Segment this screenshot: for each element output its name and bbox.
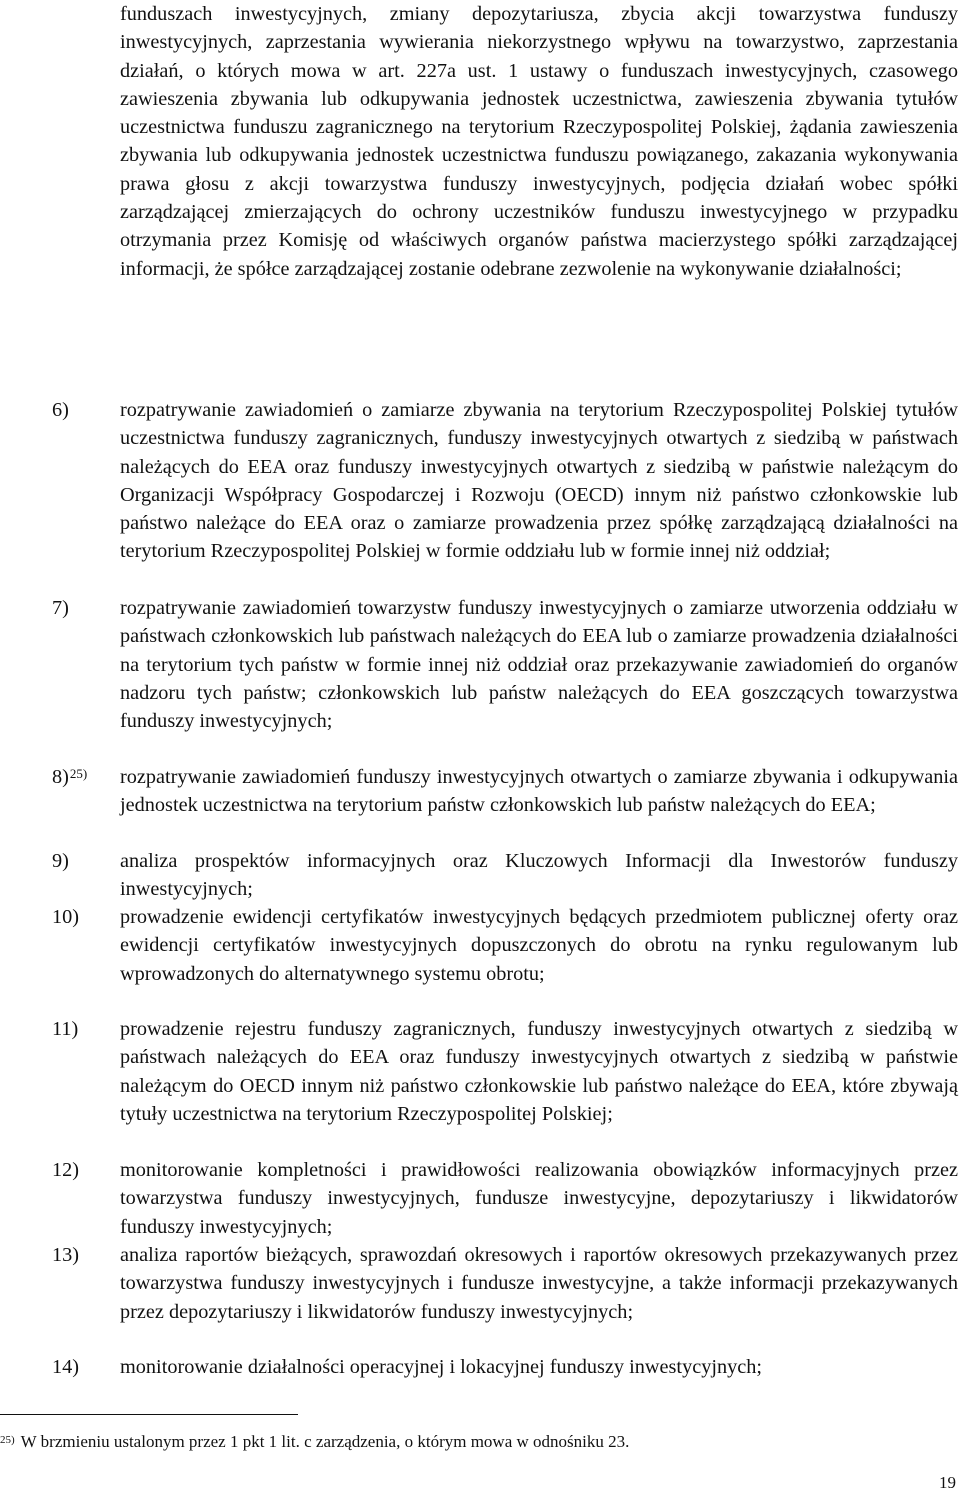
list-item-text: rozpatrywanie zawiadomień o zamiarze zbywania na terytorium Rzeczypospolitej Polskiej tytułów uczestnictwa funduszy zagranicznych, funduszy inwestycyjnych otwartych z siedzibą w państwach należących do EEA oraz funduszy inwestycyjnych otwartych z siedzibą w państwie należącym do Organizacji Współpracy Gospodarczej i Rozwoju (OECD) innym niż państwo członkowskie lub państwo należące do EEA oraz o zamiarze prowadzenia przez spółkę zarządzającą działalności na terytorium Rzeczypospolitej Polskiej w formie oddziału lub w formie innej niż oddział; <box>120 399 958 563</box>
list-item-number: 13) <box>52 1244 80 1266</box>
list-item-number: 12) <box>52 1159 80 1181</box>
list-item-number-label: 8) <box>52 766 69 788</box>
footnote <box>0 1431 629 1453</box>
list-item-number: 7) <box>52 597 69 619</box>
footnote-text: W brzmieniu ustalonym przez 1 pkt 1 lit. c zarządzenia, o którym mowa w odnośniku 23. <box>20 1432 630 1451</box>
footnote-reference[interactable]: 25) <box>69 766 88 781</box>
list-item-text: analiza prospektów informacyjnych oraz Kluczowych Informacji dla Inwestorów funduszy inwestycyjnych; <box>120 850 958 901</box>
list-item-number: 11) <box>52 1018 79 1040</box>
list-item-text: analiza raportów bieżących, sprawozdań okresowych i raportów okresowych przekazywanych przez towarzystwa funduszy inwestycyjnych i fundusze inwestycyjne, a także informacji przekazywanych przez depozytariuszy i likwidatorów funduszy inwestycyjnych; <box>120 1244 958 1323</box>
list-item-text: rozpatrywanie zawiadomień towarzystw funduszy inwestycyjnych o zamiarze utworzenia oddziału w państwach członkowskich lub państwach należących do EEA lub o zamiarze prowadzenia działalności na terytorium tych państw w formie innej niż oddział oraz przekazywanie zawiadomień do organów nadzoru tych państw; członkowskich lub państw należących do EEA goszczących towarzystwa funduszy inwestycyjnych; <box>120 597 958 733</box>
list-item-text: monitorowanie działalności operacyjnej i lokacyjnej funduszy inwestycyjnych; <box>120 1356 763 1378</box>
list-item-number: 10) <box>52 906 80 928</box>
list-item-text: monitorowanie kompletności i prawidłowości realizowania obowiązków informacyjnych przez towarzystwa funduszy inwestycyjnych, fundusze inwestycyjne, depozytariuszy i likwidatorów funduszy inwestycyjnych; <box>120 1159 958 1238</box>
list-item-number: 9) <box>52 850 69 872</box>
list-item-number: 6) <box>52 399 69 421</box>
list-item-number: 14) <box>52 1356 80 1378</box>
continuation-paragraph: funduszach inwestycyjnych, zmiany depozytariusza, zbycia akcji towarzystwa funduszy inwestycyjnych, zaprzestania wywierania niekorzystnego wpływu na towarzystwo, zaprzestania działań, o których mowa w art. 227a ust. 1 ustawy o funduszach inwestycyjnych, czasowego zawieszenia zbywania lub odkupywania jednostek uczestnictwa, zawieszenia zbywania tytułów uczestnictwa funduszu zagranicznego na terytorium Rzeczypospolitej Polskiej, żądania zawieszenia zbywania lub odkupywania jednostek uczestnictwa funduszu powiązanego, zakazania wykonywania prawa głosu z akcji towarzystwa funduszy inwestycyjnych, podjęcia działań wobec spółki zarządzającej zmierzających do ochrony uczestników funduszu inwestycyjnego w przypadku otrzymania przez Komisję od właściwych organów państwa macierzystego spółki zarządzającej informacji, że spółce zarządzającej zostanie odebrane zezwolenie na wykonywanie działalności; <box>120 3 958 280</box>
footnote-marker: 25) <box>0 1434 15 1446</box>
list-item-text: prowadzenie rejestru funduszy zagranicznych, funduszy inwestycyjnych otwartych z siedzibą w państwach należących do EEA oraz funduszy inwestycyjnych otwartych z siedzibą w państwie należącym do OECD innym niż państwo członkowskie lub państwo należące do EEA, które zbywają tytuły uczestnictwa na terytorium Rzeczypospolitej Polskiej; <box>120 1018 958 1125</box>
list-item-text: rozpatrywanie zawiadomień funduszy inwestycyjnych otwartych o zamiarze zbywania i odkupywania jednostek uczestnictwa na terytorium państw członkowskich lub państw należących do EEA; <box>120 766 958 817</box>
list-item-text: prowadzenie ewidencji certyfikatów inwestycyjnych będących przedmiotem publicznej oferty oraz ewidencji certyfikatów inwestycyjnych dopuszczonych do obrotu na rynku regulowanym lub wprowadzonych do alternatywnego systemu obrotu; <box>120 906 958 985</box>
list-item-number <box>52 763 87 791</box>
page-number: 19 <box>939 1473 956 1492</box>
footnote-divider <box>0 1414 298 1415</box>
